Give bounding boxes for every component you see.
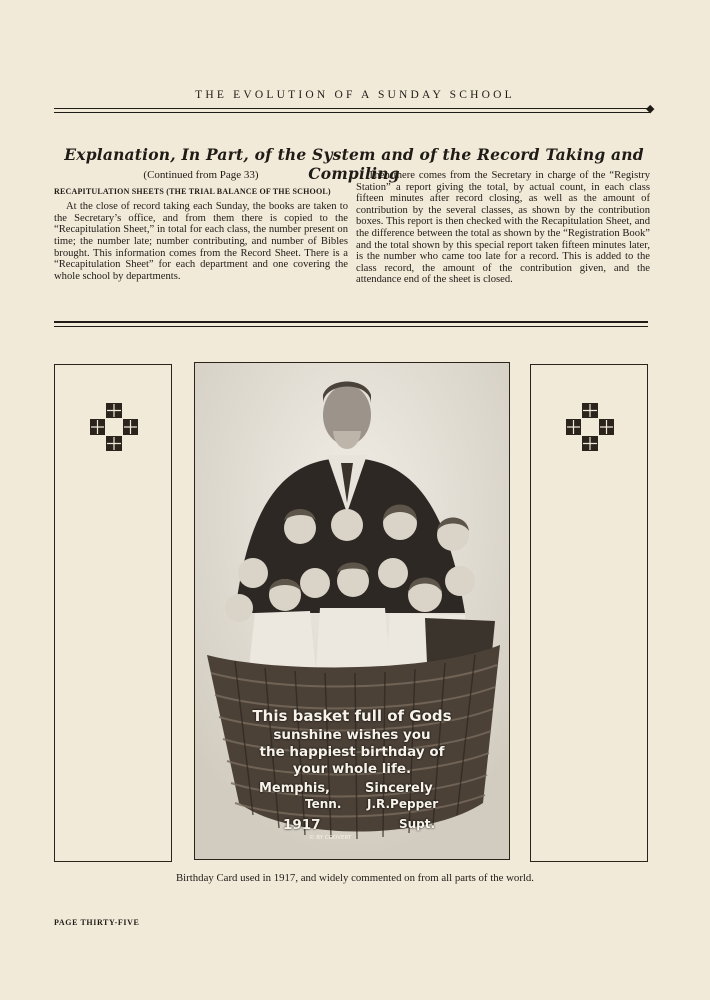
card-line-1: This basket full of Gods	[252, 707, 452, 725]
card-line-2: sunshine wishes you	[273, 727, 431, 743]
birthday-card-photo	[194, 362, 510, 860]
photo-caption: Birthday Card used in 1917, and widely commented on from all parts of the world.	[175, 872, 535, 884]
card-signature: J.R.Pepper	[367, 797, 439, 811]
left-column	[54, 170, 348, 282]
cross-ornament-icon	[566, 403, 614, 451]
continued-note: (Continued from Page 33)	[143, 169, 259, 181]
card-closing: Sincerely	[365, 781, 433, 796]
section-rule	[54, 321, 648, 327]
page-number: PAGE THIRTY-FIVE	[54, 918, 140, 927]
section-subheading: RECAPITULATION SHEETS (THE TRIAL BALANCE OF THE SCHOOL)	[54, 186, 331, 196]
card-state: Tenn.	[305, 797, 342, 811]
header-rule	[54, 108, 650, 113]
running-header: THE EVOLUTION OF A SUNDAY SCHOOL	[195, 89, 515, 101]
card-role: Supt.	[399, 817, 436, 831]
left-decorative-panel	[54, 364, 172, 862]
cross-ornament-icon	[90, 403, 138, 451]
article-title: Explanation, In Part, of the System and of the Record Taking and Compiling	[64, 145, 644, 183]
card-copyright: © BY COOVERT	[309, 835, 352, 841]
card-line-4: your whole life.	[292, 761, 412, 777]
rule-ornament-icon: ◆	[646, 103, 655, 115]
card-year: 1917	[283, 817, 321, 833]
card-line-3: the happiest birthday of	[259, 744, 445, 760]
right-column	[356, 170, 650, 286]
right-decorative-panel	[530, 364, 648, 862]
photo-illustration	[195, 363, 509, 859]
card-city: Memphis,	[259, 781, 330, 796]
right-paragraph: Then there comes from the Secretary in charge of the “Registry Station” a report giving the total, by actual count, in each class fifteen minutes after record closing, as well as the amount of contribution by the several classes, as shown by the contribution boxes. This report is then checked with the Recapitulation Sheet, and the difference between the total as shown by the “Registration Book” and the total shown by this special report taken fifteen minutes later, is the number who came too late for a record. This is added to the class record, the amount of the contribution given, and the attendance end of the sheet is closed.	[356, 170, 650, 286]
left-paragraph: At the close of record taking each Sunday, the books are taken to the Secretary’s office, and from them there is copied to the “Recapitulation Sheet,” in total for each class, the number present on time; the number late; number contributing, and number of Bibles brought. This information comes from the Record Sheet. There is a “Recapitulation Sheet” for each department and one covering the whole school by departments.	[54, 201, 348, 282]
